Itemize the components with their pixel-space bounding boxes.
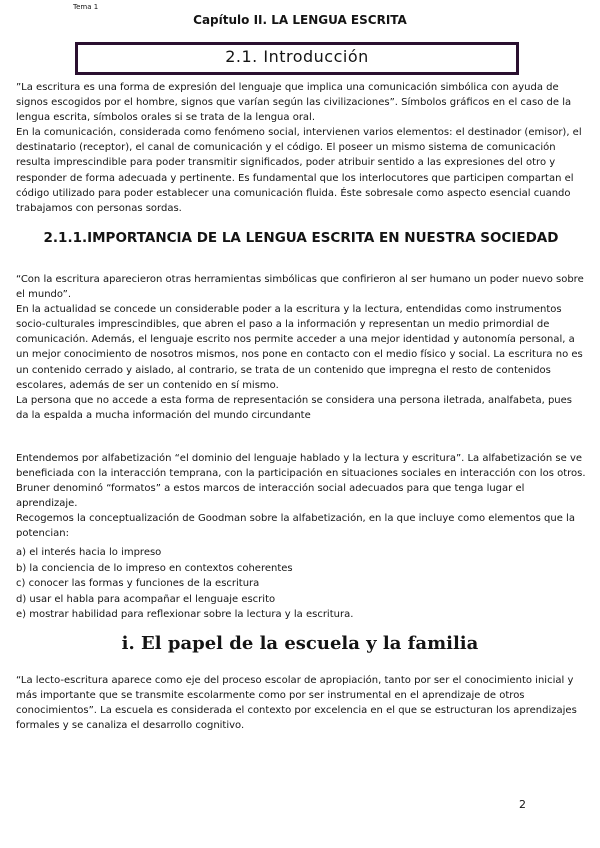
importancia-paragraph-1: “Con la escritura aparecieron otras herramientas simbólicas que confirieron al ser humano un poder nuevo sobre el mundo”. En la actualidad se concede un considerable poder a la escritura y la lectura, entendidas como instrumentos socio-culturales imprescindibles, que abren el paso a la información y representan un medio primordial de comunicación. Además, el lenguaje escrito nos permite acceder a una mejor identidad y autonomía personal, a un mejor conocimiento de nosotros mismos, nos pone en contacto con el medio físico y social. La escritura no es un contenido cerrado y aislado, al contrario, se trata de un contenido que impregna el resto de contenidos escolares, además de ser un contenido en sí mismo. La persona que no accede a esta forma de representación se considera una persona iletrada, analfabeta, pues da la espalda a mucha información del mundo circundante xyxy=(16,274,584,421)
intro-paragraph: ”La escritura es una forma de expresión del lenguaje que implica una comunicación simbólica con ayuda de signos escogidos por el hombre, signos que varían según las civilizaciones”. Símbolos gráficos en el caso de la lengua escrita, símbolos orales si se trata de la lengua oral. En la comunicación, considerada como fenómeno social, intervienen varios elementos: el destinador (emisor), el destinatario (receptor), el canal de comunicación y el código. El poseer un mismo sistema de comunicación resulta imprescindible para poder transmitir significados, poder atribuir sentido a las expresiones del otro y responder de forma adecuada y pertinente. Es fundamental que los interlocutores que participen compartan el código utilizado para poder establecer una comunicación fluida. Éste sobresale como aspecto esencial cuando trabajamos con personas sordas. xyxy=(16,82,582,214)
importancia-heading: 2.1.1.IMPORTANCIA DE LA LENGUA ESCRITA EN NUESTRA SOCIEDAD xyxy=(43,230,559,246)
intro-title: 2.1. Introducción xyxy=(225,47,369,66)
list-item: d) usar el habla para acompañar el lenguaje escrito xyxy=(16,593,276,605)
page-number: 2 xyxy=(519,798,526,811)
chapter-title: Capítulo II. LA LENGUA ESCRITA xyxy=(193,13,407,27)
list-item: e) mostrar habilidad para reflexionar sobre la lectura y la escritura. xyxy=(16,609,354,620)
intro-title-box xyxy=(75,42,519,72)
escuela-paragraph: “La lecto-escritura aparece como eje del proceso escolar de apropiación, tanto por ser el conocimiento inicial y más importante que se transmite escolarmente como por ser instrumental en el aprendizaje de otros conocimientos”. La escuela es considerada el contexto por excelencia en el que se estructuran los aprendizajes formales y se canaliza el desarrollo cognitivo. xyxy=(16,675,577,732)
tema-label: Tema 1 xyxy=(73,3,99,11)
list-item: b) la conciencia de lo impreso en contextos coherentes xyxy=(16,562,293,574)
intro-title-underline xyxy=(75,72,519,75)
escuela-heading: i. El papel de la escuela y la familia xyxy=(121,633,479,654)
importancia-paragraph-2: Entendemos por alfabetización “el dominio del lenguaje hablado y la lectura y escritura”. La alfabetización se ve beneficiada con la interacción temprana, con la participación en situaciones sociales en interacción con los otros. Bruner denominó “formatos” a estos marcos de interacción social adecuados para que tenga lugar el aprendizaje. Recogemos la conceptualización de Goodman sobre la alfabetización, en la que incluye como elementos que la potencian: xyxy=(16,453,586,540)
list-item: c) conocer las formas y funciones de la escritura xyxy=(16,578,260,589)
goodman-list xyxy=(16,545,586,623)
list-item: a) el interés hacia lo impreso xyxy=(16,547,162,558)
